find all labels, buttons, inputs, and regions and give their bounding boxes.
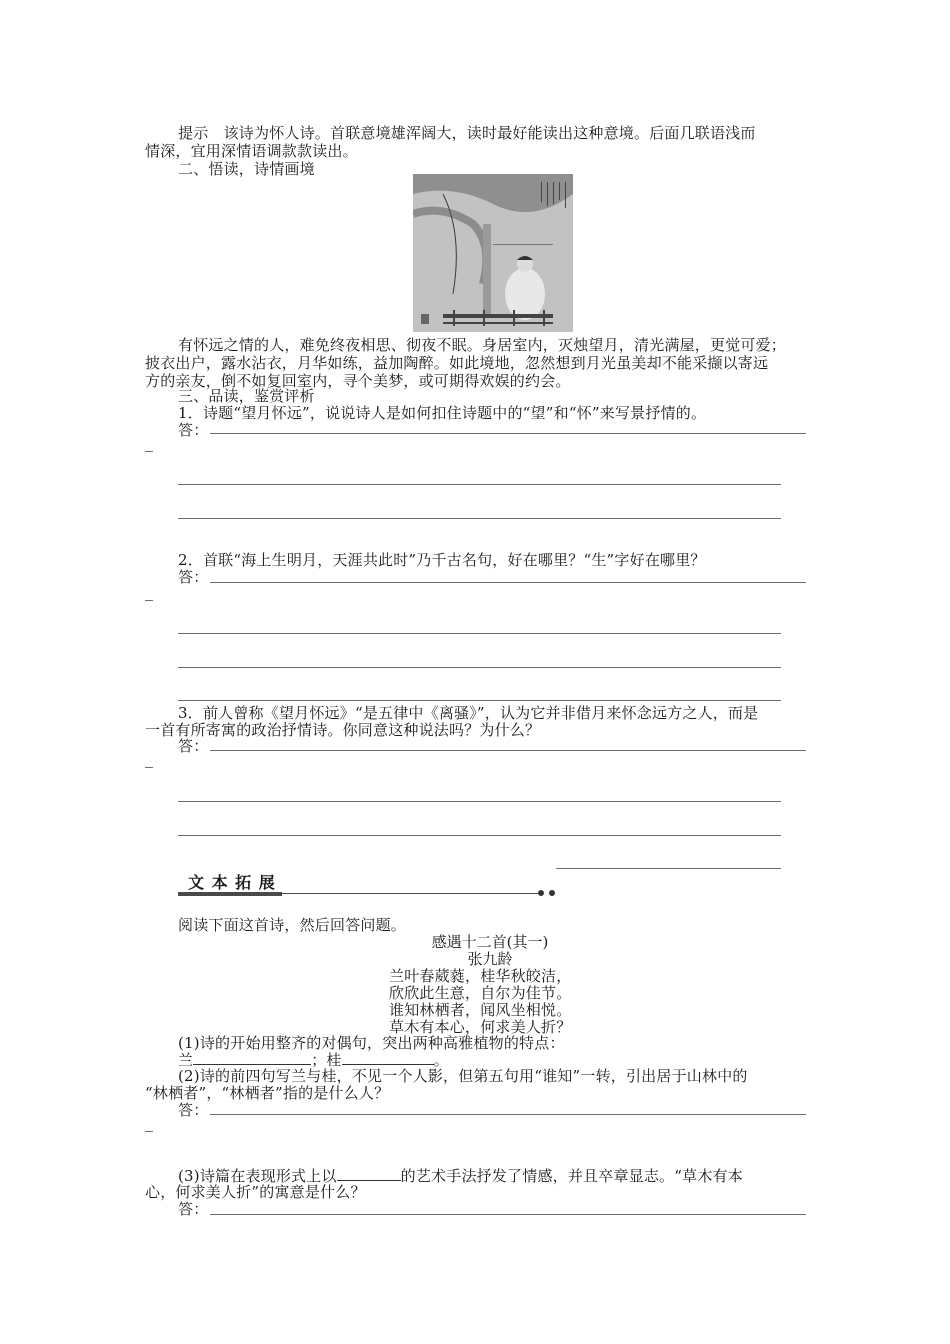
orchid-label: 兰 (178, 1051, 194, 1069)
orchid-blank[interactable] (193, 1050, 311, 1065)
answer-line[interactable] (178, 700, 781, 701)
answer-line[interactable] (210, 582, 806, 583)
answer-line-stub (145, 451, 153, 452)
answer-line[interactable] (178, 484, 781, 485)
answer-line[interactable] (210, 1114, 806, 1115)
question-2: 2．首联“海上生明月，天涯共此时”乃千古名句，好在哪里？“生”字好在哪里？ (178, 551, 706, 569)
banner-dot-icon (549, 890, 555, 896)
answer-line[interactable] (210, 750, 806, 751)
ink-painting-image (413, 174, 573, 332)
sub-question-1: (1)诗的开始用整齐的对偶句，突出两种高雅植物的特点： (178, 1034, 565, 1052)
hint-line-1: 提示 该诗为怀人诗。首联意境雄浑阔大，读时最好能读出这种意境。后面几联语浅而 (178, 124, 756, 142)
sub-question-3-suffix: 的艺术手法抒发了情感，并且卒章显志。“草木有本 (400, 1167, 743, 1185)
osmanthus-blank[interactable] (342, 1050, 434, 1065)
answer-line[interactable] (178, 518, 781, 519)
answer-label-1: 答： (178, 421, 209, 439)
answer-line-stub (145, 767, 153, 768)
section-2-para-line-2: 披衣出户，露水沾衣，月华如练，益加陶醉。如此境地，忽然想到月光虽美却不能采撷以寄远 (145, 354, 769, 372)
technique-blank[interactable] (337, 1166, 401, 1181)
hint-line-2: 情深，宜用深情语调款款读出。 (145, 142, 358, 160)
section-banner (178, 868, 558, 904)
answer-line[interactable] (210, 433, 806, 434)
section-3-title: 三、品读，鉴赏评析 (178, 387, 315, 405)
poem-title: 感遇十二首(其一) (431, 933, 549, 951)
poem-line-1: 兰叶春葳蕤，桂华秋皎洁， (389, 967, 572, 985)
reading-instruction: 阅读下面这首诗，然后回答问题。 (178, 916, 407, 934)
question-3-line-2: 一首有所寄寓的政治抒情诗。你同意这种说法吗？为什么？ (145, 721, 541, 739)
question-1: 1．诗题“望月怀远”，说说诗人是如何扣住诗题中的“望”和“怀”来写景抒情的。 (178, 404, 707, 422)
banner-dot-icon (538, 890, 544, 896)
answer-line[interactable] (178, 633, 781, 634)
section-2-para-line-3: 方的亲友，倒不如复回室内，寻个美梦，或可期得欢娱的约会。 (145, 372, 571, 390)
answer-line-stub (145, 600, 153, 601)
poem-line-2: 欣欣此生意，自尔为佳节。 (389, 984, 572, 1002)
sub-question-2-line-2: “林栖者”，“林栖者”指的是什么人？ (145, 1084, 390, 1102)
sub-question-1-end: 。 (433, 1051, 449, 1069)
painting-illustration (413, 174, 573, 332)
answer-label-4: 答： (178, 1101, 209, 1119)
poem-line-3: 谁知林栖者，闻风坐相悦。 (389, 1001, 572, 1019)
section-2-para-line-1: 有怀远之情的人，难免终夜相思、彻夜不眠。身居室内，灭烛望月，清光满屋，更觉可爱； (178, 336, 787, 354)
section-2-title: 二、悟读，诗情画境 (178, 160, 315, 178)
answer-line[interactable] (556, 868, 781, 869)
banner-thin-rule (282, 893, 538, 894)
sub-question-3-prefix: (3)诗篇在表现形式上以 (178, 1167, 337, 1185)
osmanthus-label: ；桂 (311, 1051, 342, 1069)
answer-line[interactable] (178, 801, 781, 802)
question-3-line-1: 3．前人曾称《望月怀远》“是五律中《离骚》”，认为它并非借月来怀念远方之人，而是 (178, 704, 759, 722)
answer-label-3: 答： (178, 737, 209, 755)
banner-title: 文 本 拓 展 (188, 873, 276, 892)
answer-line[interactable] (178, 835, 781, 836)
sub-question-3-line-2: 心，何求美人折”的寓意是什么？ (145, 1183, 366, 1201)
answer-label-2: 答： (178, 568, 209, 586)
answer-label-5: 答： (178, 1200, 209, 1218)
answer-line[interactable] (178, 667, 781, 668)
sub-question-2-line-1: (2)诗的前四句写兰与桂，不见一个人影，但第五句用“谁知”一转，引出居于山林中的 (178, 1067, 748, 1085)
answer-line-stub (145, 1131, 153, 1132)
poem-author: 张九龄 (467, 950, 513, 968)
answer-line[interactable] (210, 1214, 806, 1215)
poem-line-4: 草木有本心，何求美人折？ (389, 1018, 572, 1036)
banner-thick-bar (178, 892, 282, 896)
